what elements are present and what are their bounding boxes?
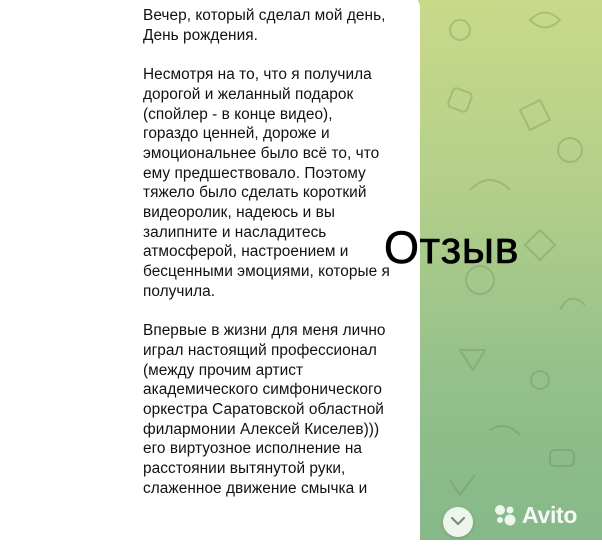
message-text: Вечер, который сделал мой день, День рождения. Несмотря на то, что я получила дорогой и желанный подарок (спойлер - в конце видео), гораздо ценней, дороже и эмоциональнее было всё то, что ему предшествовало. Поэтому тяжело было сделать короткий видеоролик, надеюсь и вы залипните и насладитесь атмосферой, настроением и бесценными эмоциями, которые я получила. Впервые в жизни для меня лично играл настоящий профессионал (между прочим артист академического симфонического оркестра Саратовской областной филармонии Алексей Киселев))) его виртуозное исполнение на расстоянии вытянутой руки, слаженное движение смычка и: [143, 7, 390, 497]
left-margin: [0, 0, 120, 540]
overlay-title: Отзыв: [384, 222, 519, 273]
chevron-down-icon: [451, 517, 465, 526]
watermark-text: Avito: [522, 501, 578, 528]
scroll-down-button[interactable]: [443, 507, 473, 537]
avito-logo-icon: [492, 502, 518, 528]
avito-watermark: [492, 500, 577, 530]
